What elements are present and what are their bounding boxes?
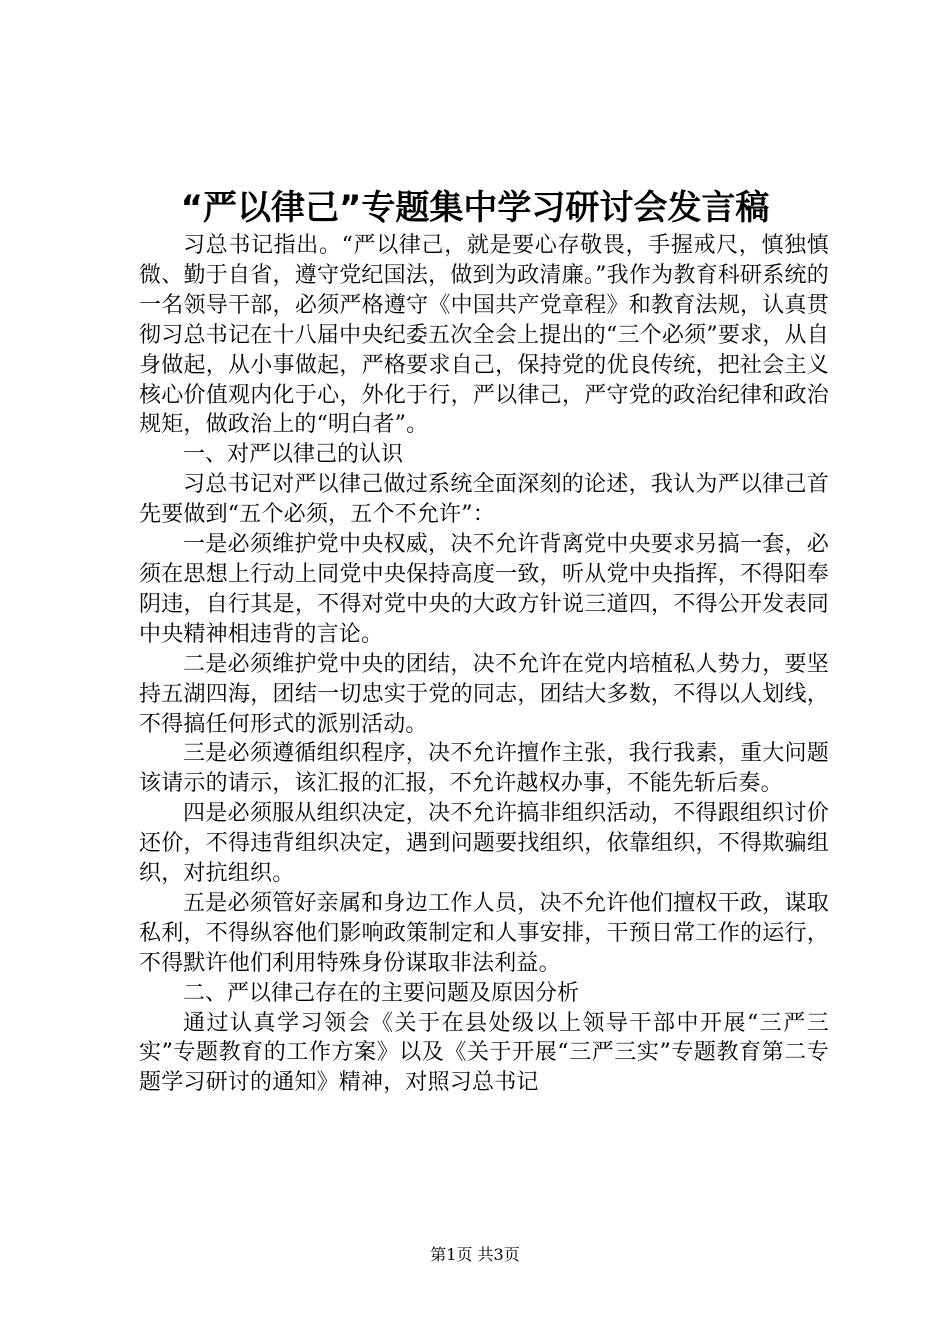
- paragraph-point-5: 五是必须管好亲属和身边工作人员，决不允许他们擅权干政，谋取私利，不得纵容他们影响政策制定和人事安排，干预日常工作的运行，不得默许他们利用特殊身份谋取非法利益。: [139, 890, 829, 976]
- paragraph-point-2: 二是必须维护党中央的团结，决不允许在党内培植私人势力，要坚持五湖四海，团结一切忠实于党的同志，团结大多数，不得以人划线，不得搞任何形式的派别活动。: [139, 651, 829, 737]
- paragraph-point-4: 四是必须服从组织决定，决不允许搞非组织活动，不得跟组织讨价还价，不得违背组织决定，遇到问题要找组织，依靠组织，不得欺骗组织，对抗组织。: [139, 801, 829, 887]
- section-heading-2: 二、严以律己存在的主要问题及原因分析: [183, 980, 580, 1006]
- paragraph-intro: 习总书记指出。“严以律己，就是要心存敬畏，手握戒尺，慎独慎微、勤于自省，遵守党纪国法，做到为政清廉。”我作为教育科研系统的一名领导干部，必须严格遵守《中国共产党章程》和教育法规，认真贯彻习总书记在十八届中央纪委五次全会上提出的“三个必须”要求，从自身做起，从小事做起，严格要求自己，保持党的优良传统，把社会主义核心价值观内化于心，外化于行，严以律己，严守党的政治纪律和政治规矩，做政治上的“明白者”。: [139, 233, 829, 438]
- paragraph-understanding: 习总书记对严以律己做过系统全面深刻的论述，我认为严以律己首先要做到“五个必须，五个不允许”：: [139, 472, 829, 528]
- paragraph-point-1: 一是必须维护党中央权威，决不允许背离党中央要求另搞一套，必须在思想上行动上同党中央保持高度一致，听从党中央指挥，不得阳奉阴违，自行其是，不得对党中央的大政方针说三道四，不得公开发表同中央精神相违背的言论。: [139, 532, 829, 647]
- document-body: [139, 231, 829, 1098]
- paragraph-point-3: 三是必须遵循组织程序，决不允许擅作主张，我行我素，重大问题该请示的请示，该汇报的汇报，不允许越权办事，不能先斩后奏。: [139, 741, 829, 797]
- paragraph-analysis: 通过认真学习领会《关于在县处级以上领导干部中开展“三严三实”专题教育的工作方案》以及《关于开展“三严三实”专题教育第二专题学习研讨的通知》精神，对照习总书记: [139, 1010, 829, 1096]
- document-title: “严以律己”专题集中学习研讨会发言稿: [180, 188, 770, 228]
- page-footer: 第1页 共3页: [430, 1245, 520, 1264]
- section-heading-1: 一、对严以律己的认识: [183, 442, 404, 468]
